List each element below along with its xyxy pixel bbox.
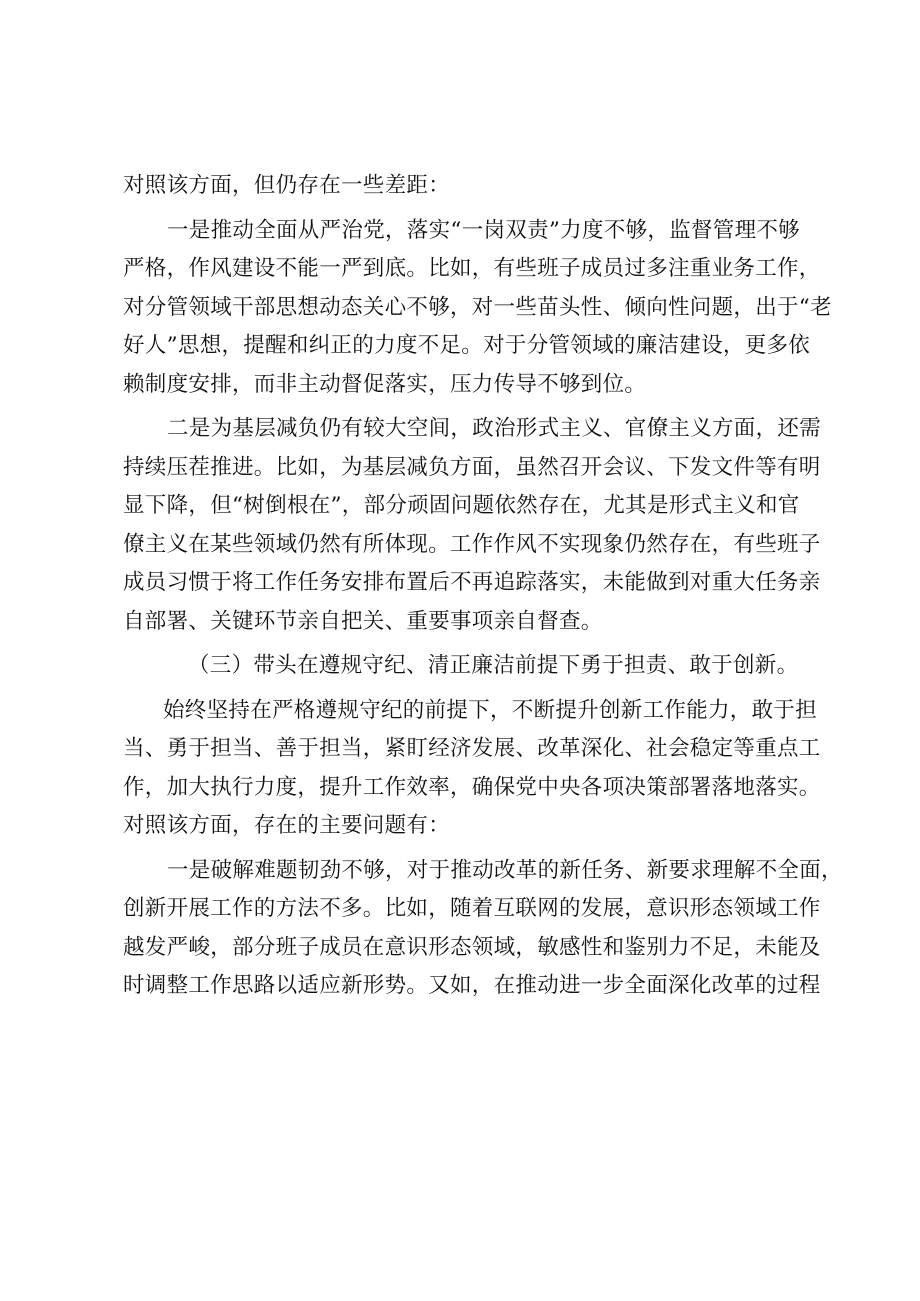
- text-line: 成员习惯于将工作任务安排布置后不再追踪落实，未能做到对重大任务亲: [123, 570, 821, 595]
- text-line: 时调整工作思路以适应新形势。又如，在推动进一步全面深化改革的过程: [123, 973, 821, 998]
- text-line: 自部署、关键环节亲自把关、重要事项亲自督查。: [123, 608, 603, 634]
- text-line: 对分管领域干部思想动态关心不够，对一些苗头性、倾向性问题，出于“老: [123, 294, 832, 320]
- text-line: 作，加大执行力度，提升工作效率，确保党中央各项决策部署落地落实。: [123, 774, 821, 800]
- text-line: 持续压茬推进。比如，为基层减负方面，虽然召开会议、下发文件等有明: [123, 454, 821, 480]
- text-line: 创新开展工作的方法不多。比如，随着互联网的发展，意识形态领域工作: [123, 896, 821, 921]
- paragraph-first-line: 一是推动全面从严治党，落实“一岗双责”力度不够，监督管理不够: [167, 217, 800, 243]
- text-line: 当、勇于担当、善于担当，紧盯经济发展、改革深化、社会稳定等重点工: [123, 736, 821, 761]
- text-line: 显下降，但“树倒根在”，部分顽固问题依然存在，尤其是形式主义和官: [123, 493, 800, 518]
- text-line: 赖制度安排，而非主动督促落实，压力传导不够到位。: [123, 371, 647, 397]
- text-line: 对照该方面，存在的主要问题有：: [123, 813, 451, 838]
- section-heading: （三）带头在遵规守纪、清正廉洁前提下勇于担责、敢于创新。: [188, 653, 799, 678]
- document-body: [123, 167, 843, 1006]
- paragraph-first-line: 始终坚持在严格遵规守纪的前提下，不断提升创新工作能力，敢于担: [163, 697, 818, 723]
- text-line: 对照该方面，但仍存在一些差距：: [123, 173, 451, 198]
- paragraph-first-line: 二是为基层减负仍有较大空间，政治形式主义、官僚主义方面，还需: [167, 416, 822, 441]
- paragraph-first-line: 一是破解难题韧劲不够，对于推动改革的新任务、新要求理解不全面，: [167, 857, 843, 883]
- text-line: 好人”思想，提醒和纠正的力度不足。对于分管领域的廉洁建设，更多依: [123, 333, 811, 358]
- text-line: 僚主义在某些领域仍然有所体现。工作作风不实现象仍然存在，有些班子: [123, 531, 821, 557]
- text-line: 严格，作风建设不能一严到底。比如，有些班子成员过多注重业务工作，: [123, 256, 821, 281]
- text-line: 越发严峻，部分班子成员在意识形态领域，敏感性和鉴别力不足，未能及: [123, 934, 821, 960]
